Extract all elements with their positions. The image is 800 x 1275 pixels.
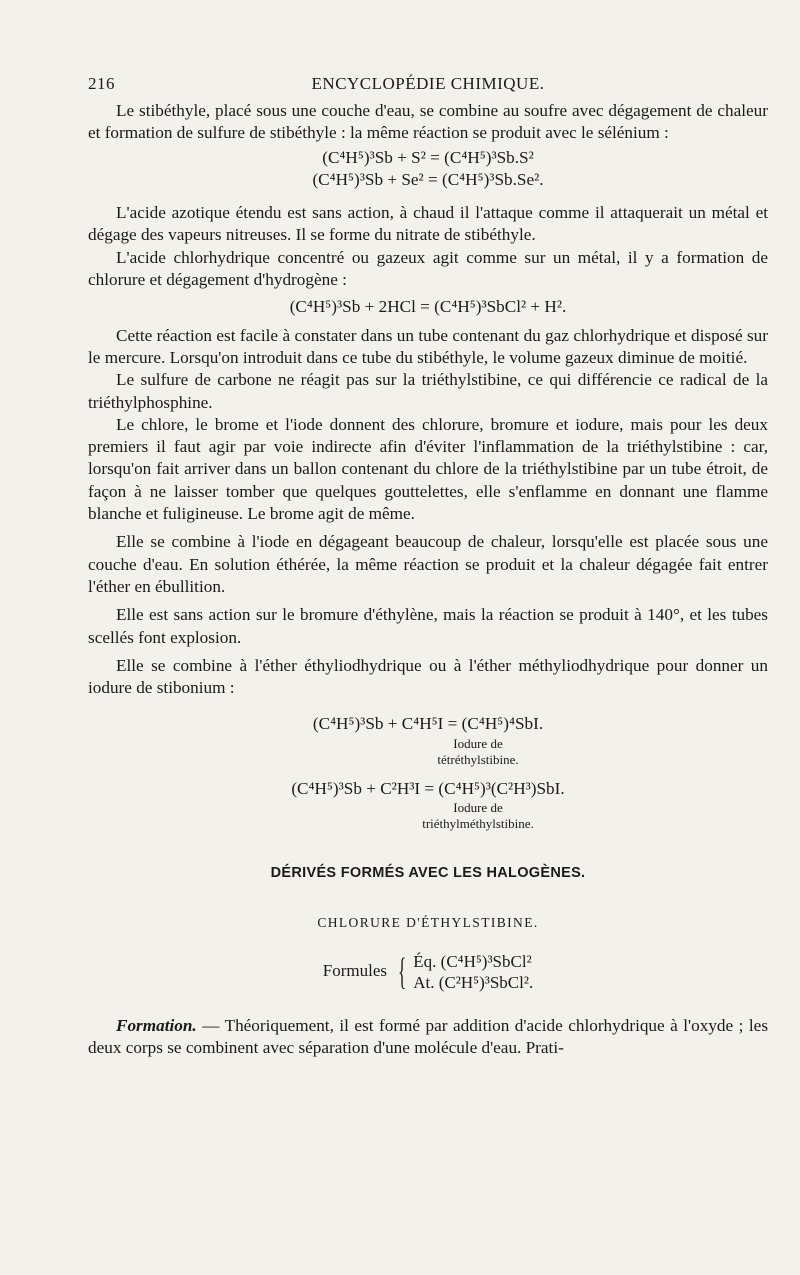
page-body [88, 100, 768, 1059]
formula-lines [413, 951, 533, 993]
paragraph-nitric-acid: L'acide azotique étendu est sans action, à chaud il l'attaque comme il attaquerait un métal et dégage des vapeurs nitreuses. Il se forme du nitrate de stibéthyle. [88, 203, 768, 245]
paragraph-iodine: Elle se combine à l'iode en dégageant beaucoup de chaleur, lorsqu'elle est placée sous une couche d'eau. En solution éthérée, la même réaction se produit et la chaleur dégagée fait entrer l'éther en ébullition. [88, 532, 768, 596]
equation-hcl: (C⁴H⁵)³Sb + 2HCl = (C⁴H⁵)³SbCl² + H². [289, 297, 567, 317]
formules-label: Formules [322, 961, 388, 981]
paragraph-halogens: Le chlore, le brome et l'iode donnent des chlorure, bromure et iodure, mais pour les deux premiers il faut agir par voie indirecte afin d'éviter l'inflammation de la triéthylstibine : car, lorsqu'on fait arriver dans un ballon contenant du chlore de la triéthylstibine par un tube étroit, de façon à ne laisser tomber que quelques gouttelettes, elle s'enflamme en donnant une flamme blanche et fuligineuse. Le brome agit de même. [88, 414, 768, 524]
page-number: 216 [88, 74, 115, 93]
equation-selenium: (C⁴H⁵)³Sb + Se² = (C⁴H⁵)³Sb.Se². [312, 169, 544, 189]
paragraph-sulfur: Le stibéthyle, placé sous une couche d'eau, se combine au soufre avec dégagement de chaleur et formation de sulfure de stibéthyle : la même réaction se produit avec le sélénium : [88, 101, 768, 143]
section-subheading: CHLORURE D'ÉTHYLSTIBINE. [317, 915, 539, 931]
running-title: ENCYCLOPÉDIE CHIMIQUE. [311, 74, 545, 93]
caption-tetraethyl-line2: tétréthylstibine. [437, 751, 519, 767]
caption-triethylmethyl-line1: Iodure de [453, 800, 503, 816]
paragraph-iodhydric-ether: Elle se combine à l'éther éthyliodhydrique ou à l'éther méthyliodhydrique pour donner un iodure de stibonium : [88, 655, 768, 698]
formula-atomic: At. (C²H⁵)³SbCl². [413, 972, 534, 992]
brace-icon: { [398, 950, 407, 993]
paragraph-ethylene-bromide: Elle est sans action sur le bromure d'éthylène, mais la réaction se produit à 140°, et les tubes scellés font explosion. [88, 605, 768, 647]
formation-text: — Théoriquement, il est formé par addition d'acide chlorhydrique à l'oxyde ; les deux corps se combinent avec séparation d'une molécule d'eau. Prati- [88, 1015, 769, 1057]
paragraph-mercury-tube: Cette réaction est facile à constater dans un tube contenant du gaz chlorhydrique et disposé sur le mercure. Lorsqu'on introduit dans ce tube du stibéthyle, le volume gazeux diminue de moitié. [88, 325, 768, 367]
formation-label: Formation. [116, 1015, 197, 1035]
caption-triethylmethyl-line2: triéthylméthylstibine. [422, 816, 534, 832]
paragraph-carbon-sulfide: Le sulfure de carbone ne réagit pas sur la triéthylstibine, ce qui différencie ce radical de la triéthylphosphine. [88, 370, 768, 412]
paragraph-formation [88, 1015, 768, 1060]
caption-tetraethyl-line1: Iodure de [453, 735, 503, 751]
formula-equivalent: Éq. (C⁴H⁵)³SbCl² [413, 951, 532, 971]
paragraph-hydrochloric-acid: L'acide chlorhydrique concentré ou gazeux agit comme sur un métal, il y a formation de chlorure et dégagement d'hydrogène : [88, 247, 768, 290]
equation-triethylmethyl: (C⁴H⁵)³Sb + C²H³I = (C⁴H⁵)³(C²H³)SbI. [291, 778, 565, 798]
equation-sulfur: (C⁴H⁵)³Sb + S² = (C⁴H⁵)³Sb.S² [322, 147, 534, 167]
formula-block [88, 951, 768, 993]
equation-tetraethyl: (C⁴H⁵)³Sb + C⁴H⁵I = (C⁴H⁵)⁴SbI. [312, 714, 544, 734]
section-heading: DÉRIVÉS FORMÉS AVEC LES HALOGÈNES. [270, 865, 586, 882]
